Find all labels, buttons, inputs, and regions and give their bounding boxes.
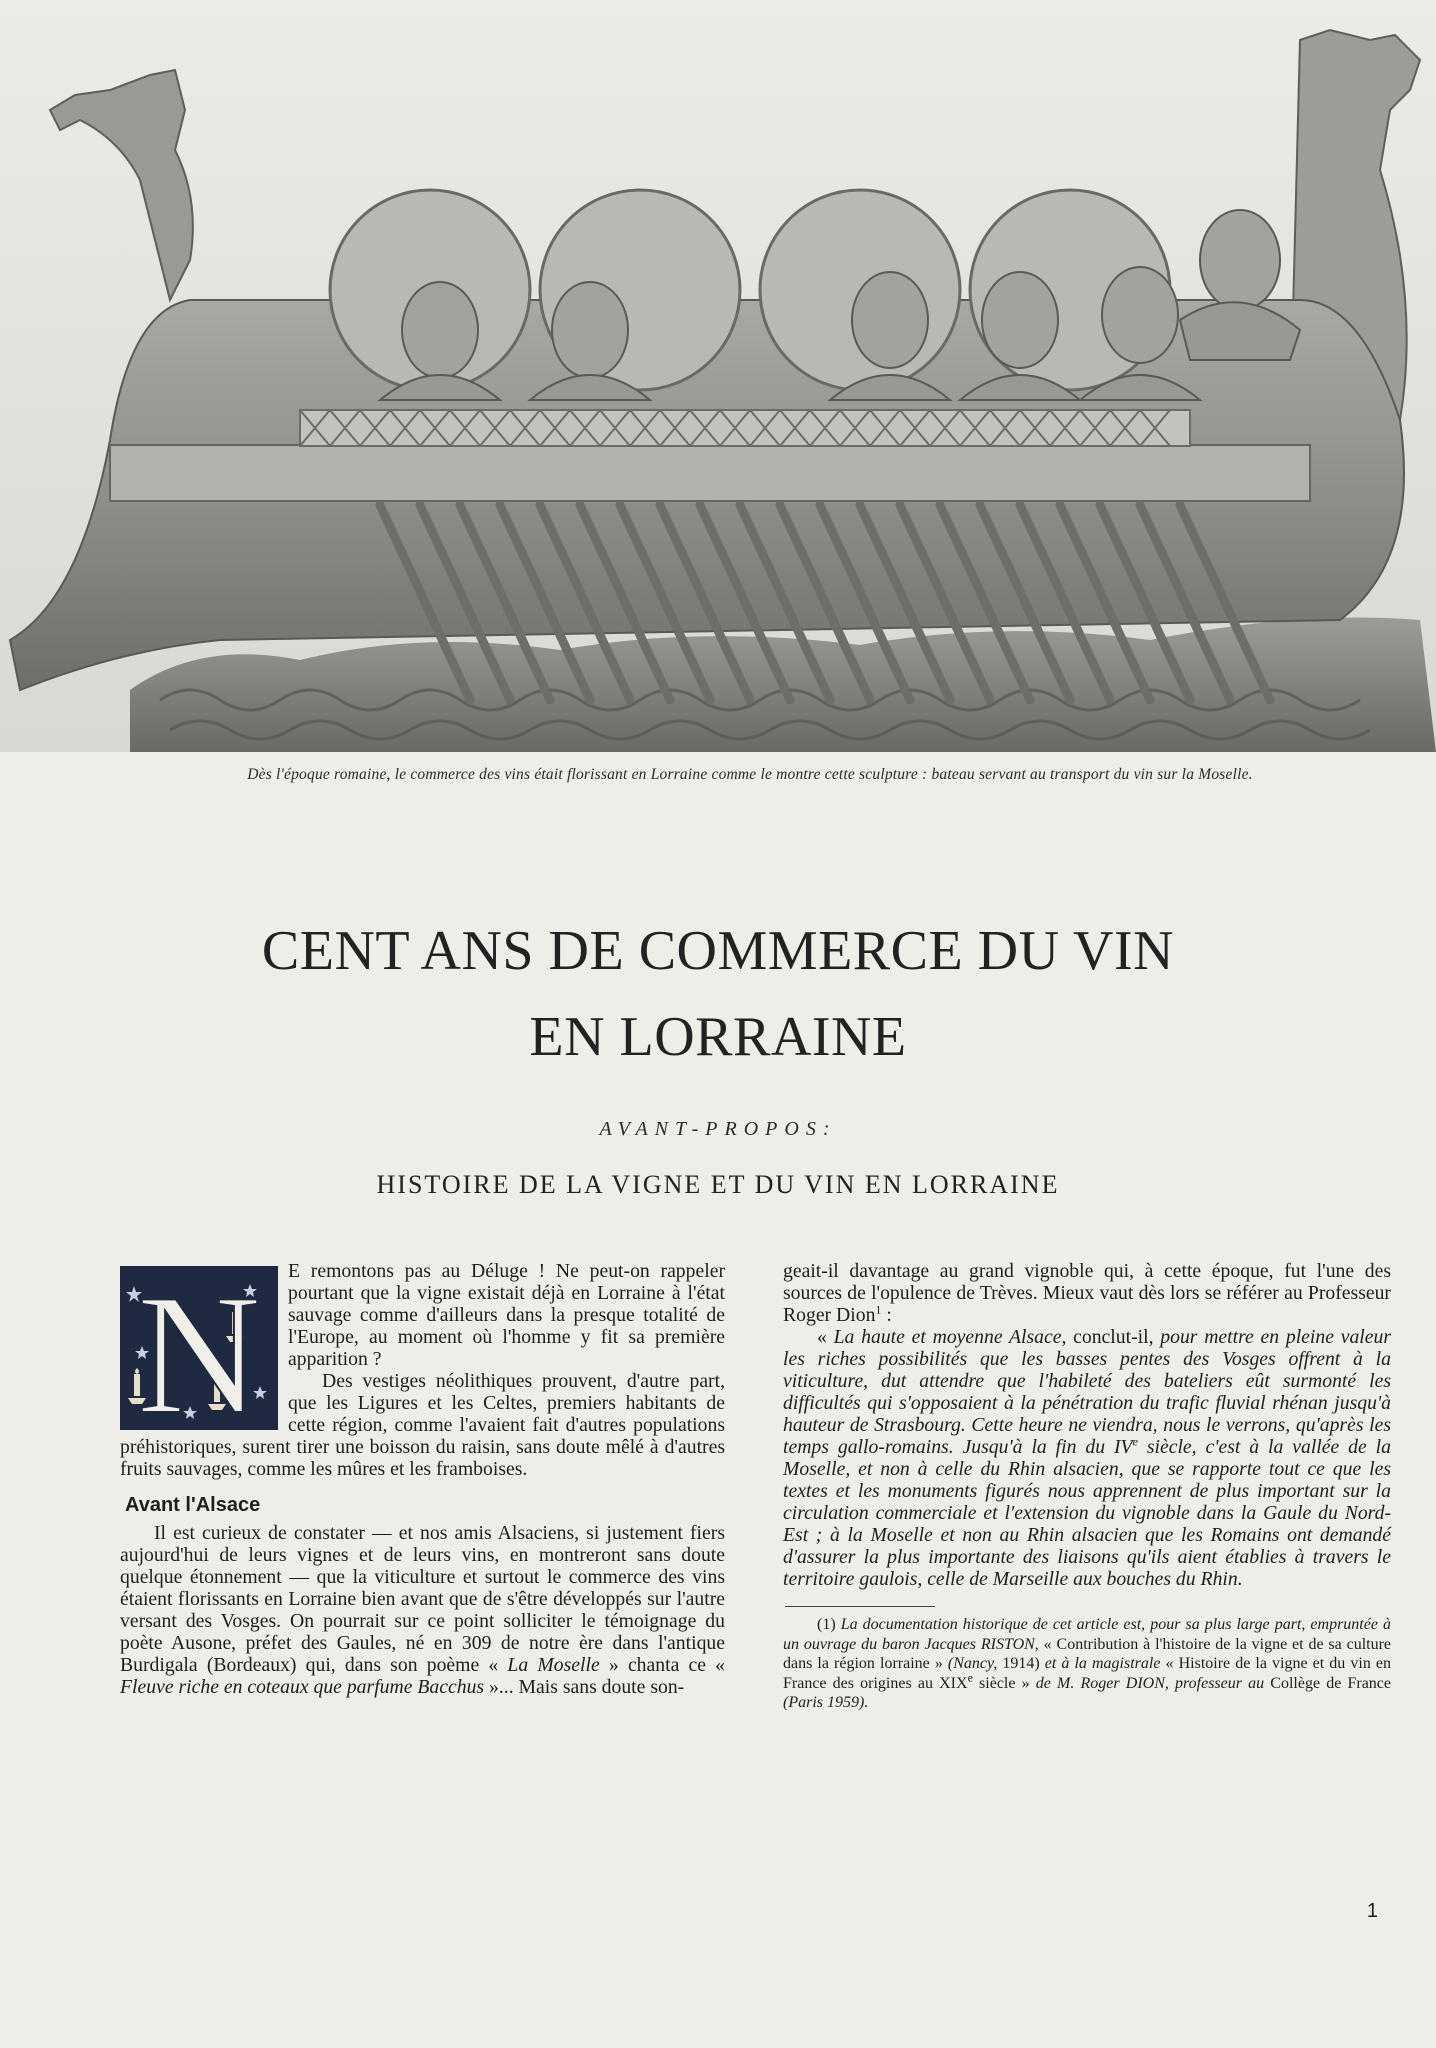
footnote-text-6: et à la magistrale: [1044, 1655, 1161, 1672]
relief-photograph: [0, 0, 1436, 752]
figure-caption: Dès l'époque romaine, le commerce des vins était florissant en Lorraine comme le montre cette sculpture : bateau servant au transport du vin sur la Moselle.: [247, 766, 1253, 783]
title-line-2: EN LORRAINE: [529, 1006, 907, 1068]
poem-quote: Fleuve riche en coteaux que parfume Bacchus: [120, 1676, 485, 1698]
paragraph-3-text-d: :: [881, 1304, 892, 1326]
footnote-text-3: « Contribution à l'histoire de la vigne et de sa culture dans la région lorraine »: [783, 1635, 1392, 1672]
quote-text-3: siècle, c'est à la vallée de la Moselle, et non à celle du Rhin alsacien, que se rapporte tout ce que les textes et les monuments figurés nous apprennent de plus important sur la circulation commerciale et l'extension du vignoble dans la Gaule du Nord-Est ; à la Moselle et non au Rhin alsacien que les Romains ont demandé d'assurer la plus importante des liaisons qu'ils aient établies à travers le territoire gaulois, celle de Marseille aux bouches du Rhin.: [783, 1436, 1391, 1590]
page-title: [150, 908, 1286, 1080]
footnote-text-8: siècle »: [972, 1674, 1036, 1692]
dion-quote: [783, 1326, 1391, 1590]
quote-conclut: conclut-il,: [1073, 1326, 1154, 1348]
text-column-left: [120, 1260, 725, 1698]
footnote-text-10: Collège de France: [1264, 1674, 1392, 1692]
subtitle: AVANT-PROPOS:: [599, 1118, 837, 1140]
dropcap-ornament: [120, 1266, 278, 1430]
paragraph-3-text-c-continued: geait-il davantage au grand vignoble qui, à cette époque, fut l'une des sources de l'opulence de Trèves. Mieux vaut dès lors se référer au Professeur Roger Dion: [783, 1260, 1391, 1326]
title-line-1: CENT ANS DE COMMERCE DU VIN: [261, 920, 1175, 982]
footnote-divider: [785, 1606, 935, 1607]
footnote-reference: 1: [875, 1302, 882, 1317]
footnote-text-7: « Histoire de la vigne et du vin en France des origines au XIX: [783, 1655, 1392, 1692]
paragraph-2: Des vestiges néolithiques prouvent, d'autre part, que les Ligures et les Celtes, premiers habitants de cette région, comme l'avaient fait d'autres populations préhistoriques, surent tirer une boisson du raisin, sans doute mêlé à d'autres fruits sauvages, comme les mûres et les framboises.: [120, 1370, 725, 1480]
footnote-text-5: 1914): [997, 1655, 1045, 1672]
page-number: 1: [1366, 1900, 1378, 1922]
footnote-text-11: (Paris 1959).: [783, 1694, 869, 1711]
footnote-text-4: (Nancy,: [947, 1655, 998, 1672]
paragraph-3-text-c: »... Mais sans doute son-: [484, 1676, 685, 1698]
quote-superscript: e: [1132, 1434, 1138, 1449]
dropcap-letter: N: [136, 1266, 262, 1430]
subheading: HISTOIRE DE LA VIGNE ET DU VIN EN LORRAINE: [376, 1170, 1060, 1199]
roman-wine-boat-sculpture-illustration: [0, 0, 1436, 752]
quote-text-1: La haute et moyenne Alsace,: [833, 1326, 1074, 1348]
section-heading: Avant l'Alsace: [125, 1494, 261, 1516]
footnote-text-9: de M. Roger DION, professeur au: [1035, 1674, 1265, 1692]
paragraph-1: E remontons pas au Déluge ! Ne peut-on rappeler pourtant que la vigne existait déjà en Lorraine à l'état sauvage comme d'ailleurs dans la presque totalité de l'Europe, au moment où l'homme y fit sa première apparition ?: [288, 1260, 725, 1370]
text-column-right: [783, 1260, 1391, 1713]
footnote-number: (1): [817, 1616, 841, 1633]
footnote-superscript: e: [967, 1670, 973, 1685]
poem-title: La Moselle: [507, 1654, 600, 1676]
paragraph-3-continuation: [783, 1260, 1391, 1326]
footnote: [783, 1615, 1391, 1713]
paragraph-3: [120, 1522, 725, 1698]
quote-text-2: pour mettre en pleine valeur les riches possibilités que les basses pentes des Vosges offrent à la viticulture, dut attendre que l'habileté des bateliers eût surmonté les difficultés qui s'opposaient à la pénétration du trafic fluvial rhénan jusqu'à hauteur de Strasbourg. Cette heure ne viendra, nous le verrons, qu'après les temps gallo-romains. Jusqu'à la fin du IV: [783, 1326, 1392, 1458]
ornamental-initial-n-icon: [120, 1266, 278, 1430]
quote-open: «: [817, 1326, 834, 1348]
paragraph-3-text-a: Il est curieux de constater — et nos amis Alsaciens, si justement fiers aujourd'hui de leurs vignes et de leurs vins, en montreront sans doute quelque étonnement — que la viticulture et surtout le commerce des vins étaient florissants en Lorraine bien avant que de s'être développés sur l'autre versant des Vosges. On pourrait sur ce point solliciter le témoignage du poète Ausone, préfet des Gaules, né en 309 de notre ère dans l'antique Burdigala (Bordeaux) qui, dans son poème «: [120, 1522, 725, 1676]
footnote-text-2: La documentation historique de cet article est, pour sa plus large part, empruntée à un ouvrage du baron Jacques RISTON,: [783, 1616, 1391, 1653]
paragraph-3-text-b: » chanta ce «: [599, 1654, 726, 1676]
